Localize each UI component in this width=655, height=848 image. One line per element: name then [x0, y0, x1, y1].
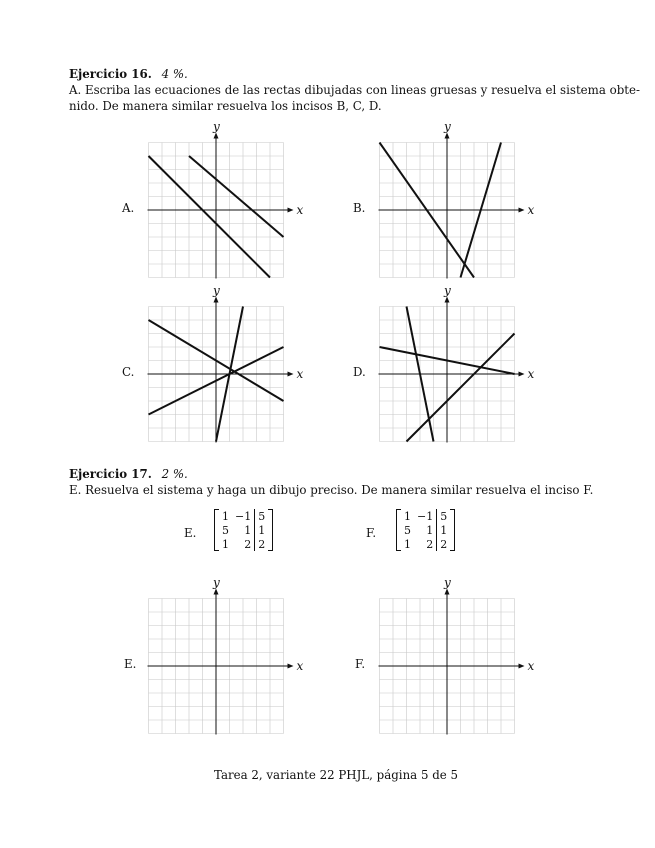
graph-d-label: D. — [353, 365, 366, 379]
page-footer: Tarea 2, variante 22 PHJL, página 5 de 5 — [214, 768, 458, 782]
x-axis-label: x — [527, 659, 535, 673]
exercise-16-title: Ejercicio 16. — [69, 67, 152, 81]
x-axis-label: x — [296, 367, 304, 381]
graph-c-label: C. — [122, 365, 135, 379]
exercise-17-heading — [69, 467, 188, 481]
exercise-16-instruction-line-2: nido. De manera similar resuelva los incisos B, C, D. — [69, 99, 382, 113]
y-axis-label: y — [444, 575, 451, 590]
exercise-17-instruction: E. Resuelva el sistema y haga un dibujo preciso. De manera similar resuelva el inciso F. — [69, 483, 594, 497]
graph-e — [148, 576, 304, 735]
exercise-16-instruction-line-1: A. Escriba las ecuaciones de las rectas dibujadas con lineas gruesas y resuelva el sistema obte- — [69, 83, 640, 97]
x-axis-arrow-icon — [519, 664, 525, 669]
exercise-17-title: Ejercicio 17. — [69, 467, 152, 481]
y-axis-label: y — [213, 283, 220, 298]
matrix-f-label: F. — [366, 526, 377, 540]
x-axis-arrow-icon — [288, 372, 294, 377]
x-axis-label: x — [527, 367, 535, 381]
x-axis-label: x — [296, 659, 304, 673]
graph-d — [379, 284, 535, 443]
y-axis-label: y — [444, 119, 451, 134]
matrix-e-label: E. — [184, 526, 197, 540]
graph-f-label: F. — [355, 657, 366, 671]
graph-a — [148, 120, 304, 279]
x-axis-arrow-icon — [519, 372, 525, 377]
graph-a-label: A. — [122, 201, 135, 215]
graph-b — [379, 120, 535, 279]
graph-e-label: E. — [124, 657, 137, 671]
y-axis-label: y — [444, 283, 451, 298]
exercise-17-weight: 2 %. — [161, 467, 188, 481]
x-axis-label: x — [296, 203, 304, 217]
x-axis-arrow-icon — [519, 208, 525, 213]
graph-c — [148, 284, 304, 443]
graph-f — [379, 576, 535, 735]
exercise-16-weight: 4 %. — [161, 67, 188, 81]
graph-b-label: B. — [353, 201, 366, 215]
matrix-e: 1 −1 5 5 1 1 1 2 2 — [219, 509, 268, 551]
x-axis-arrow-icon — [288, 664, 294, 669]
x-axis-arrow-icon — [288, 208, 294, 213]
matrix-f: 1 −1 5 5 1 1 1 2 2 — [401, 509, 450, 551]
y-axis-label: y — [213, 119, 220, 134]
x-axis-label: x — [527, 203, 535, 217]
y-axis-label: y — [213, 575, 220, 590]
